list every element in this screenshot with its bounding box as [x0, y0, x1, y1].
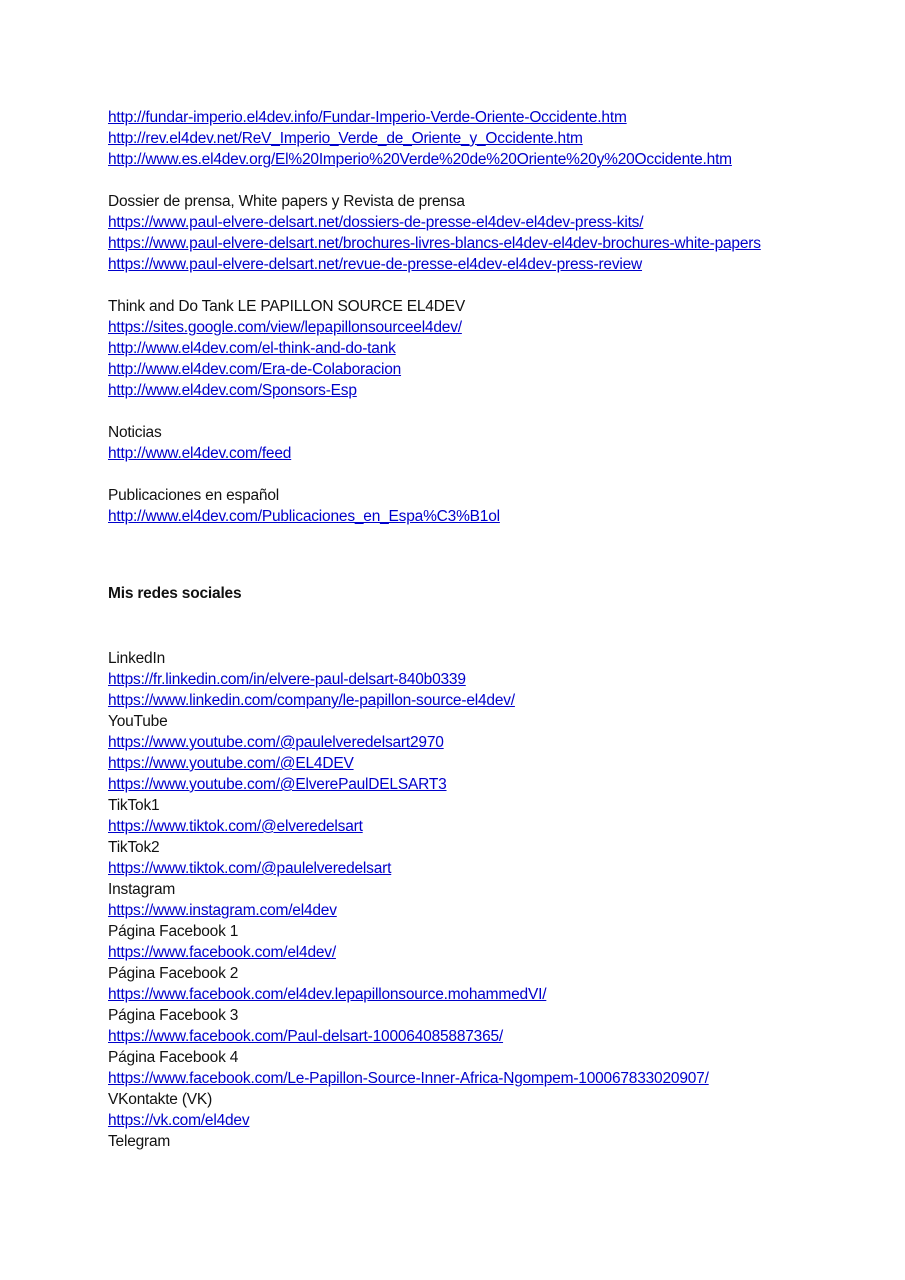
facebook3-link[interactable]: https://www.facebook.com/Paul-delsart-100064085887365/	[108, 1028, 504, 1045]
tiktok1-label: TikTok1	[108, 797, 160, 814]
press-link-1[interactable]: https://www.paul-elvere-delsart.net/dossiers-de-presse-el4dev-el4dev-press-kits/	[108, 214, 644, 231]
spacer	[108, 527, 888, 583]
telegram-label: Telegram	[108, 1133, 171, 1150]
linkedin-link-1[interactable]: https://fr.linkedin.com/in/elvere-paul-delsart-840b0339	[108, 671, 466, 688]
news-title: Noticias	[108, 424, 162, 441]
publications-link[interactable]: http://www.el4dev.com/Publicaciones_en_Espa%C3%B1ol	[108, 508, 500, 525]
spacer	[108, 170, 888, 191]
press-title: Dossier de prensa, White papers y Revista de prensa	[108, 193, 465, 210]
publications-title: Publicaciones en español	[108, 487, 279, 504]
tiktok1-link[interactable]: https://www.tiktok.com/@elveredelsart	[108, 818, 363, 835]
vk-label: VKontakte (VK)	[108, 1091, 213, 1108]
vk-link[interactable]: https://vk.com/el4dev	[108, 1112, 250, 1129]
facebook1-link[interactable]: https://www.facebook.com/el4dev/	[108, 944, 336, 961]
tiktok2-link[interactable]: https://www.tiktok.com/@paulelveredelsart	[108, 860, 392, 877]
youtube-link-2[interactable]: https://www.youtube.com/@EL4DEV	[108, 755, 354, 772]
thinktank-title: Think and Do Tank LE PAPILLON SOURCE EL4DEV	[108, 298, 465, 315]
imperio-link-2[interactable]: http://rev.el4dev.net/ReV_Imperio_Verde_de_Oriente_y_Occidente.htm	[108, 130, 583, 147]
imperio-link-1[interactable]: http://fundar-imperio.el4dev.info/Fundar-Imperio-Verde-Oriente-Occidente.htm	[108, 109, 627, 126]
spacer	[108, 401, 888, 422]
youtube-link-1[interactable]: https://www.youtube.com/@paulelveredelsart2970	[108, 734, 444, 751]
spacer	[108, 604, 888, 648]
facebook2-label: Página Facebook 2	[108, 965, 239, 982]
thinktank-link-4[interactable]: http://www.el4dev.com/Sponsors-Esp	[108, 382, 357, 399]
spacer	[108, 275, 888, 296]
instagram-link[interactable]: https://www.instagram.com/el4dev	[108, 902, 337, 919]
tiktok2-label: TikTok2	[108, 839, 160, 856]
facebook4-label: Página Facebook 4	[108, 1049, 239, 1066]
imperio-link-3[interactable]: http://www.es.el4dev.org/El%20Imperio%20Verde%20de%20Oriente%20y%20Occidente.htm	[108, 151, 732, 168]
spacer	[108, 464, 888, 485]
facebook1-label: Página Facebook 1	[108, 923, 239, 940]
linkedin-link-2[interactable]: https://www.linkedin.com/company/le-papillon-source-el4dev/	[108, 692, 515, 709]
facebook2-link[interactable]: https://www.facebook.com/el4dev.lepapillonsource.mohammedVI/	[108, 986, 547, 1003]
press-link-2[interactable]: https://www.paul-elvere-delsart.net/brochures-livres-blancs-el4dev-el4dev-brochures-white-papers	[108, 235, 761, 252]
social-heading: Mis redes sociales	[108, 585, 242, 602]
thinktank-link-2[interactable]: http://www.el4dev.com/el-think-and-do-tank	[108, 340, 396, 357]
instagram-label: Instagram	[108, 881, 176, 898]
thinktank-link-1[interactable]: https://sites.google.com/view/lepapillonsourceel4dev/	[108, 319, 462, 336]
youtube-link-3[interactable]: https://www.youtube.com/@ElverePaulDELSART3	[108, 776, 447, 793]
facebook3-label: Página Facebook 3	[108, 1007, 239, 1024]
document-content	[108, 107, 888, 1152]
linkedin-label: LinkedIn	[108, 650, 166, 667]
youtube-label: YouTube	[108, 713, 168, 730]
thinktank-link-3[interactable]: http://www.el4dev.com/Era-de-Colaboracion	[108, 361, 402, 378]
news-link[interactable]: http://www.el4dev.com/feed	[108, 445, 292, 462]
press-link-3[interactable]: https://www.paul-elvere-delsart.net/revue-de-presse-el4dev-el4dev-press-review	[108, 256, 643, 273]
facebook4-link[interactable]: https://www.facebook.com/Le-Papillon-Source-Inner-Africa-Ngompem-100067833020907/	[108, 1070, 709, 1087]
